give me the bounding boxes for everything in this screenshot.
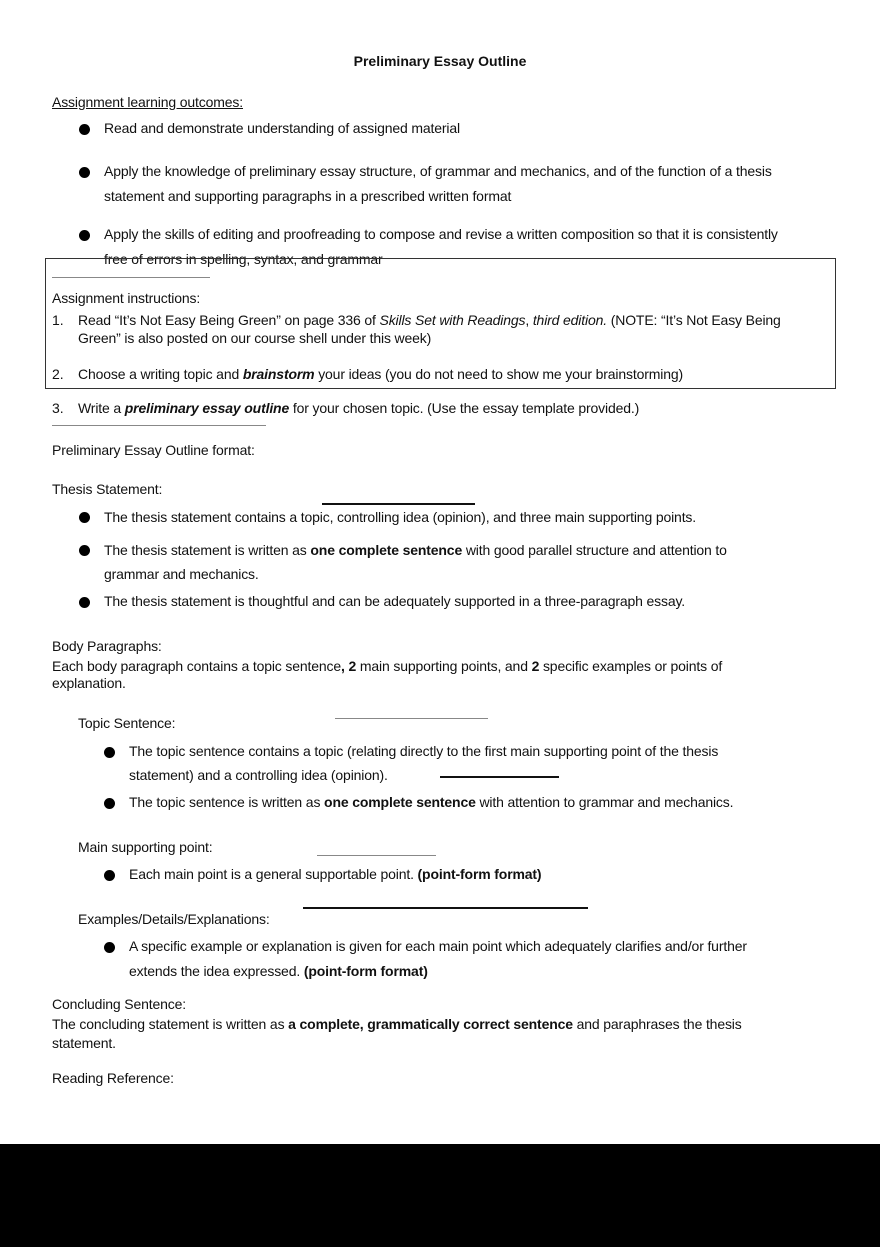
- examples-heading: Examples/Details/Explanations:: [78, 911, 270, 927]
- bullet-icon: [79, 545, 90, 556]
- thesis-item-1: The thesis statement contains a topic, controlling idea (opinion), and three main supporting points.: [104, 509, 697, 525]
- bullet-icon: [79, 512, 90, 523]
- bullet-icon: [79, 167, 90, 178]
- instruction-number: 3.: [52, 400, 64, 416]
- body-heading: Body Paragraphs:: [52, 638, 162, 654]
- rule-line: [303, 907, 588, 909]
- reading-reference-heading: Reading Reference:: [52, 1070, 174, 1086]
- bullet-icon: [104, 747, 115, 758]
- thesis-item-2-line-1: The thesis statement is written as one complete sentence with good parallel structure and attention to: [104, 542, 727, 558]
- topic-item-1-line-1: The topic sentence contains a topic (relating directly to the first main supporting point of the thesis: [129, 743, 719, 759]
- rule-line: [52, 277, 210, 278]
- bullet-icon: [79, 230, 90, 241]
- rule-line: [317, 855, 436, 856]
- examples-item-1-line-1: A specific example or explanation is given for each main point which adequately clarifies and/or further: [129, 938, 747, 954]
- thesis-item-3: The thesis statement is thoughtful and can be adequately supported in a three-paragraph essay.: [104, 593, 686, 609]
- rule-line: [335, 718, 488, 719]
- bullet-icon: [104, 870, 115, 881]
- concluding-heading: Concluding Sentence:: [52, 996, 186, 1012]
- concluding-line-1: The concluding statement is written as a complete, grammatically correct sentence and paraphrases the thesis: [52, 1016, 742, 1032]
- bullet-icon: [104, 798, 115, 809]
- learning-outcomes-heading: Assignment learning outcomes:: [52, 94, 243, 110]
- body-description-line-1: Each body paragraph contains a topic sentence, 2 main supporting points, and 2 specific examples or points of: [52, 658, 723, 674]
- thesis-heading: Thesis Statement:: [52, 481, 163, 497]
- concluding-line-2: statement.: [52, 1035, 116, 1051]
- topic-item-1-line-2: statement) and a controlling idea (opinion).: [129, 767, 388, 783]
- outcome-item-2-line-2: statement and supporting paragraphs in a prescribed written format: [104, 188, 512, 204]
- format-heading: Preliminary Essay Outline format:: [52, 442, 255, 458]
- bullet-icon: [79, 124, 90, 135]
- main-point-heading: Main supporting point:: [78, 839, 213, 855]
- document-title: Preliminary Essay Outline: [353, 53, 527, 69]
- instruction-item-1-line-1: Read “It’s Not Easy Being Green” on page 336 of Skills Set with Readings, third edition. (NOTE: “It’s Not Easy Being: [78, 312, 781, 328]
- examples-item-1-line-2: extends the idea expressed. (point-form format): [129, 963, 428, 979]
- bullet-icon: [79, 597, 90, 608]
- instruction-number: 1.: [52, 312, 64, 328]
- instruction-item-2: Choose a writing topic and brainstorm your ideas (you do not need to show me your brainstorming): [78, 366, 684, 382]
- rule-line: [440, 776, 559, 778]
- bullet-icon: [104, 942, 115, 953]
- main-point-item-1: Each main point is a general supportable point. (point-form format): [129, 866, 542, 882]
- instructions-heading: Assignment instructions:: [52, 290, 201, 306]
- topic-sentence-heading: Topic Sentence:: [78, 715, 176, 731]
- body-description-line-2: explanation.: [52, 675, 126, 691]
- outcome-item-3-line-1: Apply the skills of editing and proofreading to compose and revise a written composition so that it is consistently: [104, 226, 778, 242]
- topic-item-2: The topic sentence is written as one complete sentence with attention to grammar and mechanics.: [129, 794, 734, 810]
- instruction-number: 2.: [52, 366, 64, 382]
- outcome-item-2-line-1: Apply the knowledge of preliminary essay structure, of grammar and mechanics, and of the function of a thesis: [104, 163, 772, 179]
- instruction-item-3: Write a preliminary essay outline for your chosen topic. (Use the essay template provided.): [78, 400, 640, 416]
- outcome-item-1: Read and demonstrate understanding of assigned material: [104, 120, 460, 136]
- rule-line: [322, 503, 475, 505]
- thesis-item-2-line-2: grammar and mechanics.: [104, 566, 259, 582]
- instruction-item-1-line-2: Green” is also posted on our course shell under this week): [78, 330, 432, 346]
- rule-line: [52, 425, 266, 426]
- outcome-item-3-line-2: free of errors in spelling, syntax, and grammar: [104, 251, 383, 267]
- black-footer-band: [0, 1144, 880, 1247]
